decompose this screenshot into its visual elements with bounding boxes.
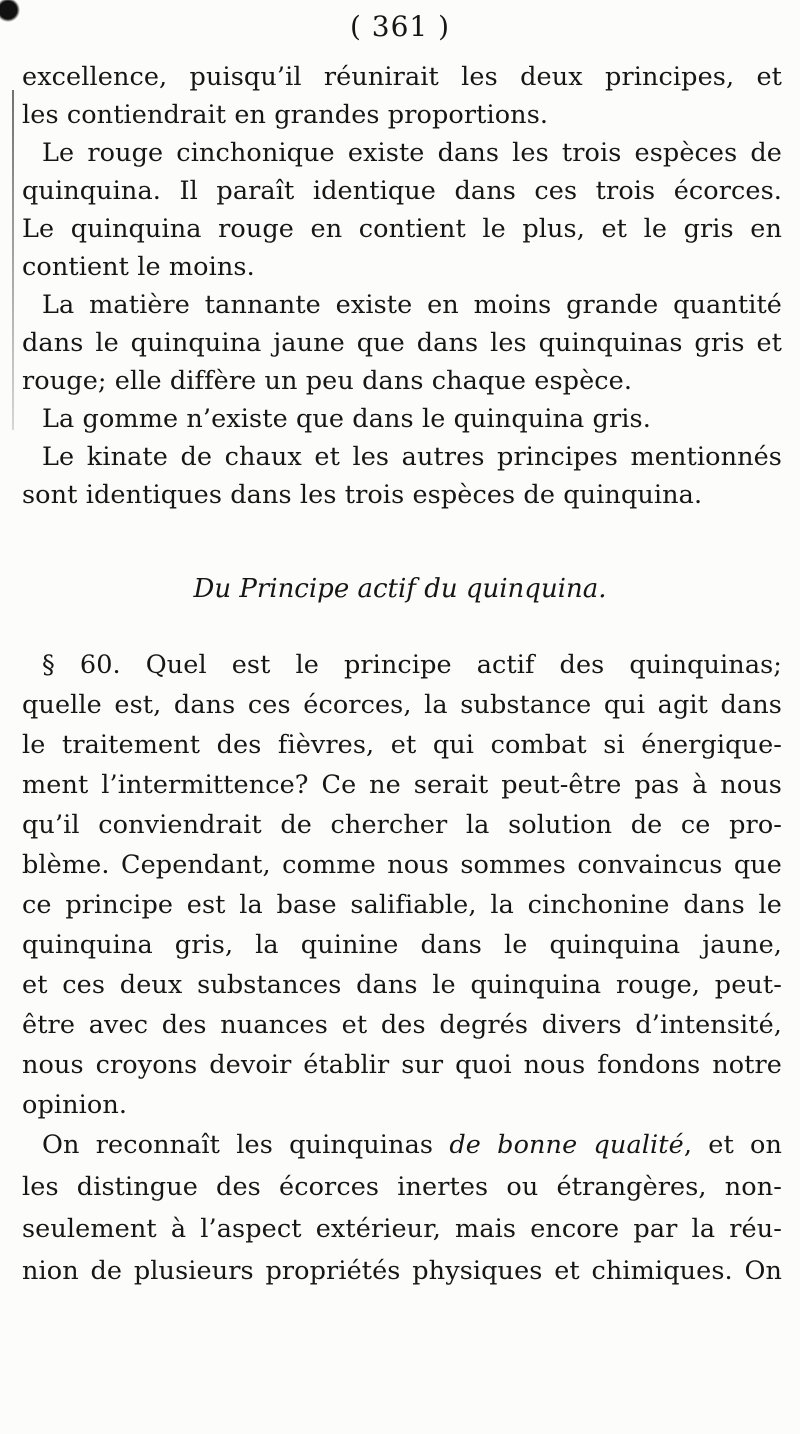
text-line: quinquina gris, la quinine dans le quinquina jaune,: [22, 930, 782, 960]
italic-phrase: de bonne qualité: [449, 1130, 684, 1160]
margin-shadow: [12, 90, 14, 430]
text-line: quelle est, dans ces écorces, la substance qui agit dans: [22, 690, 782, 720]
text-line: [42, 1126, 782, 1164]
text-line: contient le moins.: [22, 252, 255, 282]
page-number: ( 361 ): [349, 10, 451, 43]
text-line: le traitement des fièvres, et qui combat si énergique-: [22, 730, 782, 760]
text-line: qu’il conviendrait de chercher la solution de ce pro-: [22, 810, 782, 840]
section-heading: Du Principe actif du quinquina.: [193, 574, 607, 604]
text-line: § 60. Quel est le principe actif des quinquinas;: [42, 650, 782, 680]
text-line: sont identiques dans les trois espèces de quinquina.: [22, 480, 703, 510]
text-line: Le quinquina rouge en contient le plus, et le gris en: [22, 214, 782, 244]
text-run: On reconnaît les quinquinas: [42, 1130, 450, 1160]
text-line: La matière tannante existe en moins grande quantité: [42, 290, 782, 320]
text-line: ment l’intermittence? Ce ne serait peut-être pas à nous: [22, 770, 782, 800]
text-line: et ces deux substances dans le quinquina rouge, peut-: [22, 970, 782, 1000]
text-line: Le kinate de chaux et les autres principes mentionnés: [42, 442, 782, 472]
text-line: les contiendrait en grandes proportions.: [22, 100, 549, 130]
text-line: rouge; elle diffère un peu dans chaque espèce.: [22, 366, 633, 396]
text-line: excellence, puisqu’il réunirait les deux principes, et: [22, 62, 782, 92]
text-line: nion de plusieurs propriétés physiques et chimiques. On: [22, 1256, 782, 1286]
text-line: nous croyons devoir établir sur quoi nous fondons notre: [22, 1050, 782, 1080]
text-line: les distingue des écorces inertes ou étrangères, non-: [22, 1172, 782, 1202]
text-line: ce principe est la base salifiable, la cinchonine dans le: [22, 890, 782, 920]
text-line: Le rouge cinchonique existe dans les trois espèces de: [42, 138, 782, 168]
text-line: La gomme n’existe que dans le quinquina gris.: [42, 404, 651, 434]
text-line: être avec des nuances et des degrés divers d’intensité,: [22, 1010, 782, 1040]
text-line: dans le quinquina jaune que dans les quinquinas gris et: [22, 328, 782, 358]
text-line: seulement à l’aspect extérieur, mais encore par la réu-: [22, 1214, 782, 1244]
text-run: , et on: [683, 1130, 782, 1160]
text-line: opinion.: [22, 1090, 128, 1120]
text-line: quinquina. Il paraît identique dans ces trois écorces.: [22, 176, 782, 206]
text-line: blème. Cependant, comme nous sommes convaincus que: [22, 850, 782, 880]
